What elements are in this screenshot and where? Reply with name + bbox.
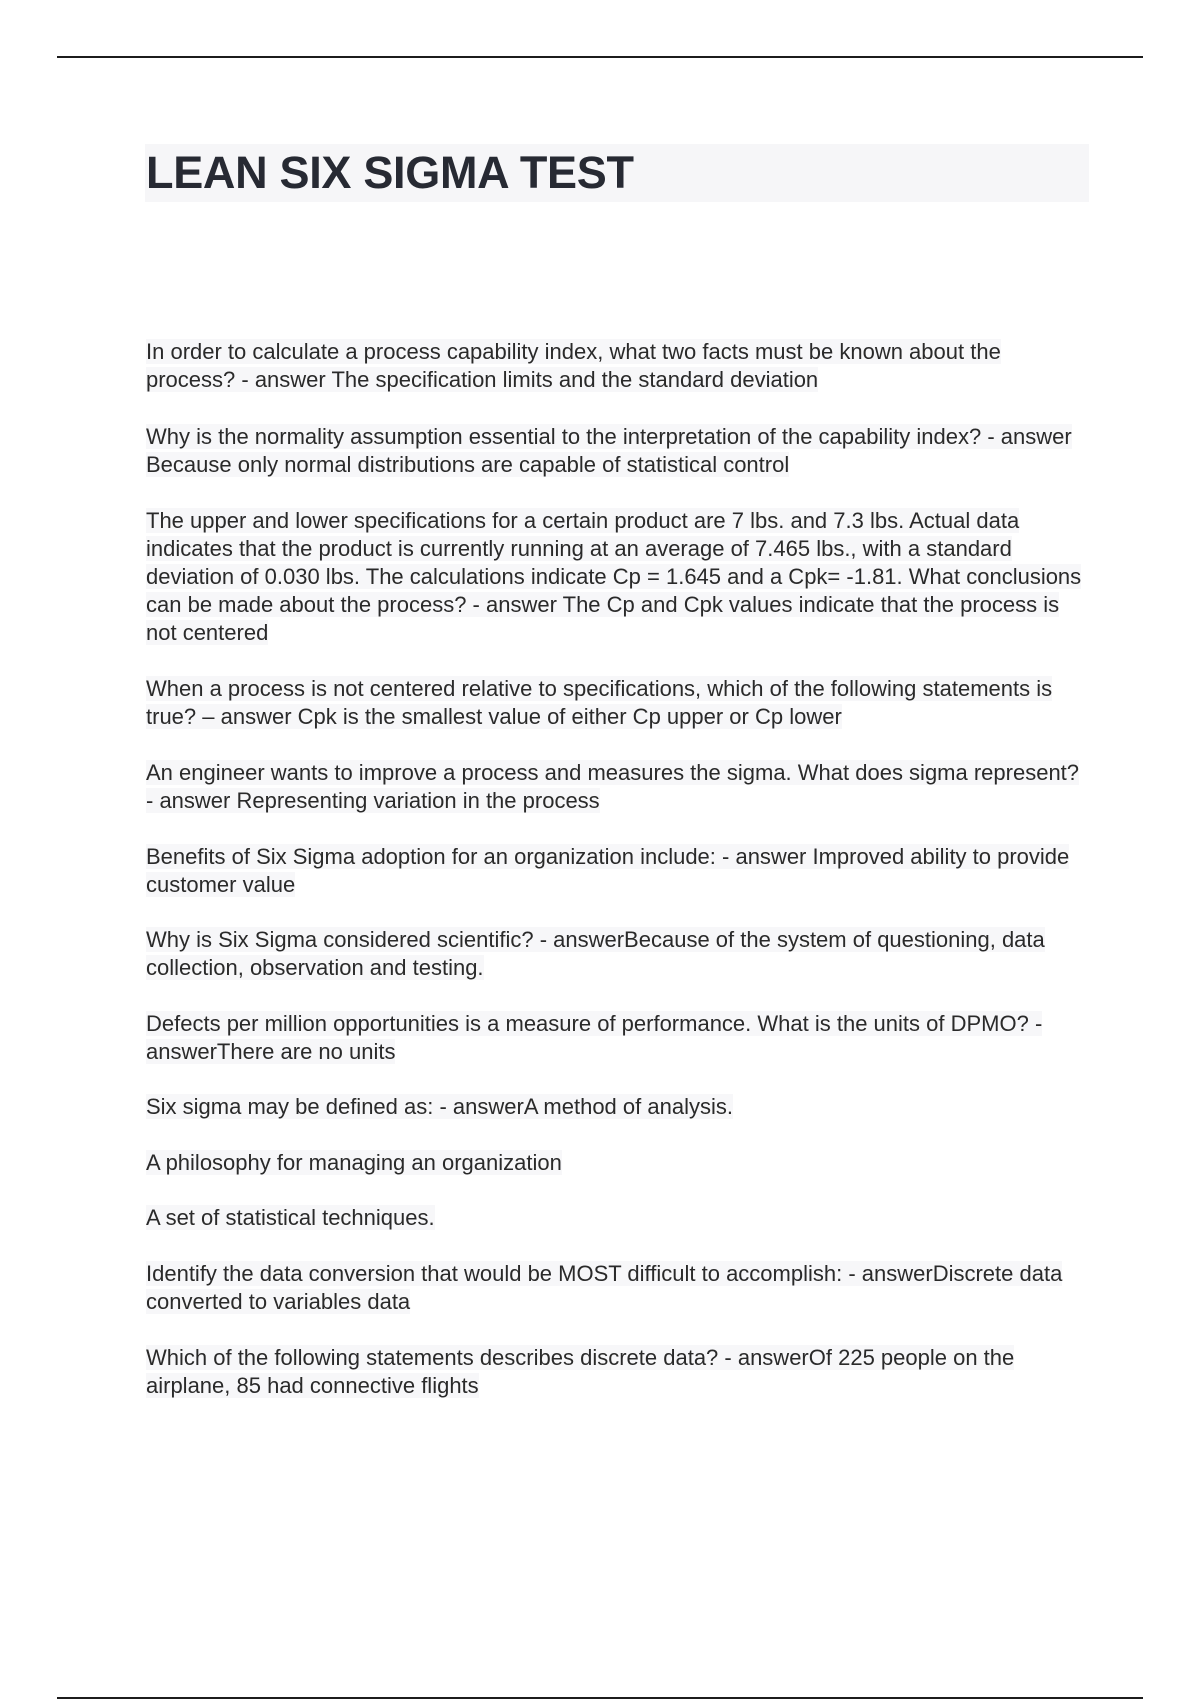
qa-paragraph-1: In order to calculate a process capability index, what two facts must be known about the process? - answer The specification limits and the standard deviation	[146, 339, 1001, 392]
top-divider	[57, 56, 1143, 58]
qa-paragraph-5: An engineer wants to improve a process and measures the sigma. What does sigma represent? - answer Representing variation in the process	[146, 760, 1080, 813]
qa-paragraph-2: Why is the normality assumption essential to the interpretation of the capability index? - answer Because only normal distributions are capable of statistical control	[146, 424, 1072, 477]
qa-paragraph-8: Defects per million opportunities is a measure of performance. What is the units of DPMO? - answerThere are no units	[146, 1011, 1043, 1064]
bottom-divider	[57, 1697, 1143, 1699]
qa-paragraph-4: When a process is not centered relative to specifications, which of the following statements is true? – answer Cpk is the smallest value of either Cp upper or Cp lower	[146, 676, 1053, 729]
qa-paragraph-12: Identify the data conversion that would be MOST difficult to accomplish: - answerDiscrete data converted to variables data	[146, 1261, 1063, 1314]
qa-paragraph-11: A set of statistical techniques.	[146, 1205, 435, 1230]
qa-paragraph-9: Six sigma may be defined as: - answerA method of analysis.	[146, 1094, 733, 1119]
qa-paragraph-6: Benefits of Six Sigma adoption for an organization include: - answer Improved ability to provide customer value	[146, 844, 1070, 897]
qa-paragraph-10: A philosophy for managing an organization	[146, 1150, 562, 1175]
qa-paragraph-3: The upper and lower specifications for a certain product are 7 lbs. and 7.3 lbs. Actual data indicates that the product is currently running at an average of 7.465 lbs., with a standard deviation of 0.030 lbs. The calculations indicate Cp = 1.645 and a Cpk= -1.81. What conclusions can be made about the process? - answer The Cp and Cpk values indicate that the process is not centered	[146, 508, 1082, 645]
page-title: LEAN SIX SIGMA TEST	[146, 147, 634, 198]
qa-paragraph-13: Which of the following statements describes discrete data? - answerOf 225 people on the airplane, 85 had connective flights	[146, 1345, 1015, 1398]
qa-paragraph-7: Why is Six Sigma considered scientific? - answerBecause of the system of questioning, data collection, observation and testing.	[146, 927, 1045, 980]
